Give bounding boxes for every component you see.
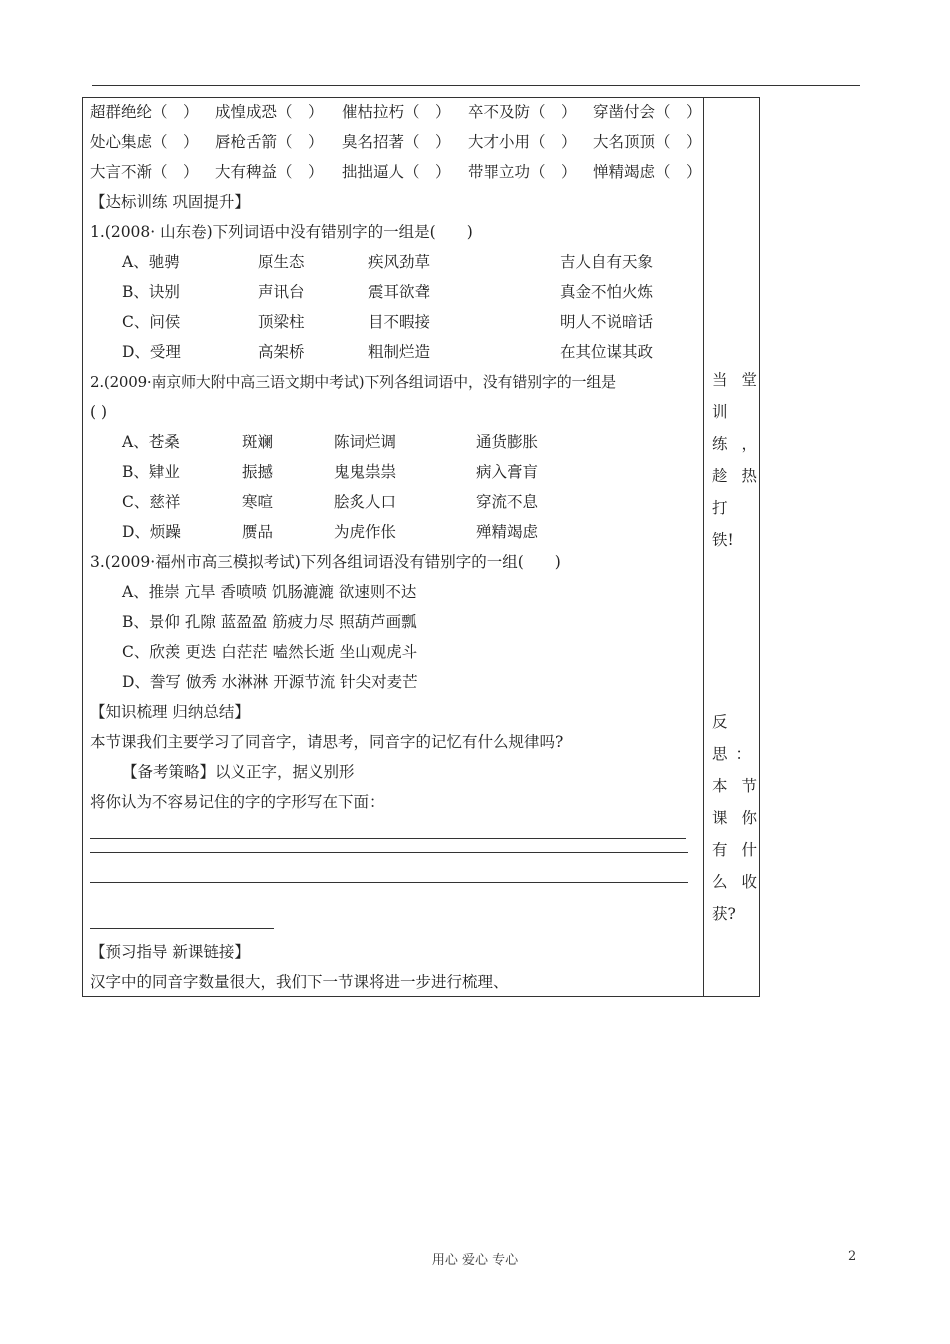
side-note-line: 么收 [712,873,772,891]
summary-question: 本节课我们主要学习了同音字，请思考，同音字的记忆有什么规律吗? [90,733,564,751]
side-note-line: 练， [712,435,772,453]
answer-line[interactable] [90,882,688,883]
option-cell: D、烦躁 [122,523,181,541]
side-note-line: 获? [712,905,736,923]
option-cell: C、慈祥 [122,493,181,511]
answer-line[interactable] [90,928,274,929]
side-note-line: 训 [712,403,728,421]
section-heading: 【达标训练 巩固提升】 [90,193,250,211]
option-row: C、欣羡 更迭 白茫茫 嗑然长逝 坐山观虎斗 [122,643,418,661]
option-cell: 在其位谋其政 [560,343,654,361]
option-cell: 真金不怕火炼 [560,283,654,301]
idiom-item: 处心集虑（ ） [90,133,199,151]
idiom-item: 大言不渐（ ） [90,163,199,181]
idiom-item: 卒不及防（ ） [468,103,577,121]
idiom-item: 大名顶顶（ ） [593,133,702,151]
side-note-line: 当堂 [712,371,772,389]
option-cell: 殚精竭虑 [476,523,539,541]
question-stem: 1.(2008· 山东卷)下列词语中没有错别字的一组是( ) [90,223,473,241]
idiom-item: 大才小用（ ） [468,133,577,151]
option-cell: 明人不说暗话 [560,313,654,331]
preview-text: 汉字中的同音字数量很大，我们下一节课将进一步进行梳理、 [90,973,509,991]
option-cell: 粗制烂造 [368,343,431,361]
option-cell: 振撼 [242,463,274,481]
side-note-line: 本节 [712,777,772,795]
option-cell: C、问侯 [122,313,181,331]
option-cell: 斑斓 [242,433,274,451]
write-prompt: 将你认为不容易记住的字的字形写在下面： [90,793,385,811]
side-note-practice [712,364,771,556]
option-cell: A、苍桑 [122,433,180,451]
option-cell: 陈词烂调 [334,433,397,451]
side-note-line: 课你 [712,809,772,827]
answer-line[interactable] [90,838,686,839]
side-note-line: 打 [712,499,728,517]
option-cell: A、驰骋 [122,253,180,271]
option-cell: 原生态 [258,253,305,271]
idiom-item: 拙拙逼人（ ） [342,163,451,181]
option-cell: 病入膏肓 [476,463,539,481]
option-cell: B、肄业 [122,463,180,481]
idiom-item: 唇枪舌箭（ ） [215,133,324,151]
idiom-item: 超群绝纶（ ） [90,103,199,121]
side-note-reflection [712,706,771,930]
page-footer: 用心 爱心 专心 [431,1253,519,1268]
option-cell: 声讯台 [258,283,305,301]
page-number: 2 [848,1249,857,1264]
option-cell: 高架桥 [258,343,305,361]
option-cell: 顶梁柱 [258,313,305,331]
answer-line[interactable] [90,852,688,853]
option-cell: D、受理 [122,343,181,361]
question-stem-cont: ( ) [90,403,108,421]
column-divider [703,97,704,997]
option-cell: B、诀别 [122,283,180,301]
option-cell: 脍炙人口 [334,493,397,511]
option-cell: 疾风劲草 [368,253,431,271]
side-note-line: 反 [712,713,728,731]
idiom-item: 催枯拉朽（ ） [342,103,451,121]
option-cell: 吉人自有天象 [560,253,654,271]
side-note-line: 有什 [712,841,772,859]
idiom-item: 带罪立功（ ） [468,163,577,181]
option-cell: 为虎作伥 [334,523,397,541]
option-cell: 震耳欲聋 [368,283,431,301]
option-row: A、推崇 亢旱 香喷喷 饥肠漉漉 欲速则不达 [122,583,417,601]
option-cell: 寒喧 [242,493,274,511]
side-note-line: 思： [712,745,760,763]
option-cell: 赝品 [242,523,274,541]
idiom-item: 穿凿付会（ ） [593,103,702,121]
idiom-item: 惮精竭虑（ ） [593,163,702,181]
option-cell: 鬼鬼祟祟 [334,463,397,481]
option-row: D、誊写 倣秀 水淋淋 开源节流 针尖对麦芒 [122,673,418,691]
option-row: B、景仰 孔隙 蓝盈盈 筋疲力尽 照葫芦画瓢 [122,613,417,631]
idiom-item: 大有稗益（ ） [215,163,324,181]
strategy-line: 【备考策略】以义正字，据义别形 [122,763,355,781]
option-cell: 穿流不息 [476,493,539,511]
section-heading: 【预习指导 新课链接】 [90,943,250,961]
section-heading: 【知识梳理 归纳总结】 [90,703,250,721]
option-cell: 目不暇接 [368,313,431,331]
idiom-item: 成惶成恐（ ） [215,103,324,121]
idiom-item: 臭名招著（ ） [342,133,451,151]
side-note-line: 趁热 [712,467,772,485]
header-rule [92,85,860,86]
side-note-line: 铁! [712,531,734,549]
question-stem: 2.(2009·南京师大附中高三语文期中考试)下列各组词语中，没有错别字的一组是 [90,373,616,391]
option-cell: 通货膨胀 [476,433,539,451]
question-stem: 3.(2009·福州市高三模拟考试)下列各组词语没有错别字的一组( ) [90,553,561,571]
